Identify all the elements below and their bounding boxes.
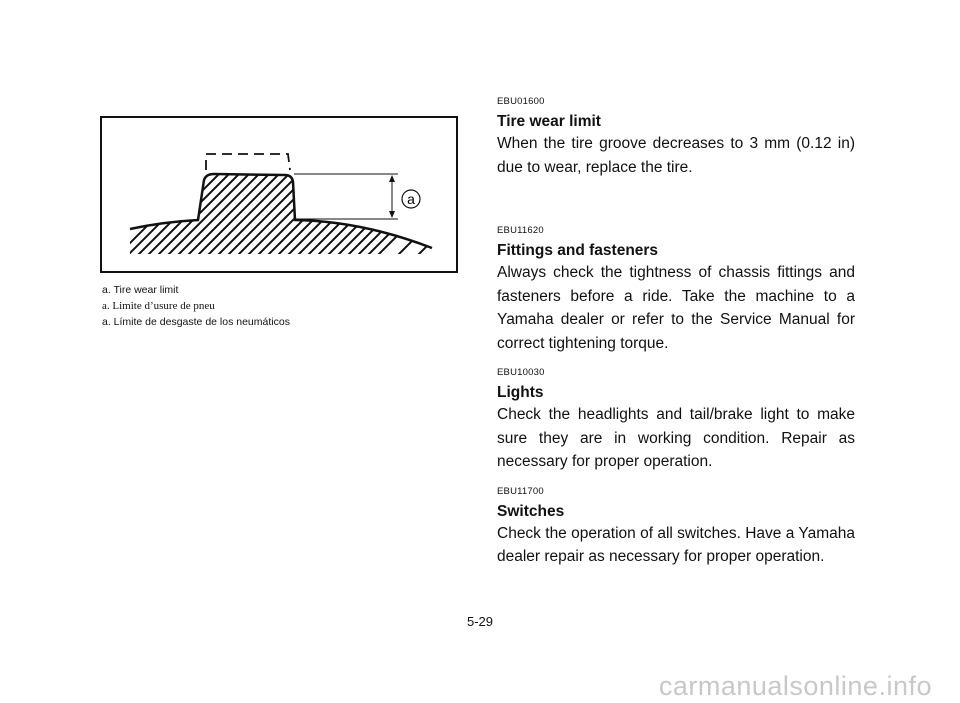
figure-captions <box>102 282 462 330</box>
section-body: Check the operation of all switches. Have a Yamaha dealer repair as necessary for proper operation. <box>497 524 855 565</box>
callout-label: a <box>407 191 415 207</box>
section-tire-wear-limit <box>497 96 855 179</box>
section-title: Fittings and fasteners <box>497 242 659 259</box>
section-code: EBU11700 <box>497 485 544 497</box>
section-code: EBU11620 <box>497 225 544 236</box>
section-title: Tire wear limit <box>497 113 601 130</box>
tire-tread-illustration <box>102 118 456 271</box>
section-title: Lights <box>497 384 544 401</box>
section-body: Check the headlights and tail/brake light to make sure they are in working condition. Repair as necessary for proper operation. <box>497 406 855 470</box>
caption-french: a. Limite d’usure de pneu <box>102 300 215 312</box>
watermark: carmanualsonline.info <box>658 671 932 701</box>
section-code: EBU10030 <box>497 367 545 378</box>
section-fittings-and-fasteners <box>497 225 855 355</box>
arrow-down-icon <box>389 211 395 218</box>
original-tread-outline <box>206 154 290 170</box>
caption-spanish: a. Límite de desgaste de los neumáticos <box>102 316 290 328</box>
section-body: When the tire groove decreases to 3 mm (0.12 in) due to wear, replace the tire. <box>497 135 855 176</box>
tire-wear-diagram <box>100 116 458 273</box>
section-lights <box>497 367 855 474</box>
arrow-up-icon <box>389 175 395 182</box>
page-number: 5-29 <box>466 614 494 629</box>
section-body: Always check the tightness of chassis fittings and fasteners before a ride. Take the machine to a Yamaha dealer or refer to the Service Manual for correct tightening torque. <box>497 264 855 352</box>
caption-english: a. Tire wear limit <box>102 284 179 296</box>
section-switches <box>497 486 855 569</box>
section-code: EBU01600 <box>497 96 545 107</box>
right-column <box>497 96 855 569</box>
section-title: Switches <box>497 502 565 520</box>
